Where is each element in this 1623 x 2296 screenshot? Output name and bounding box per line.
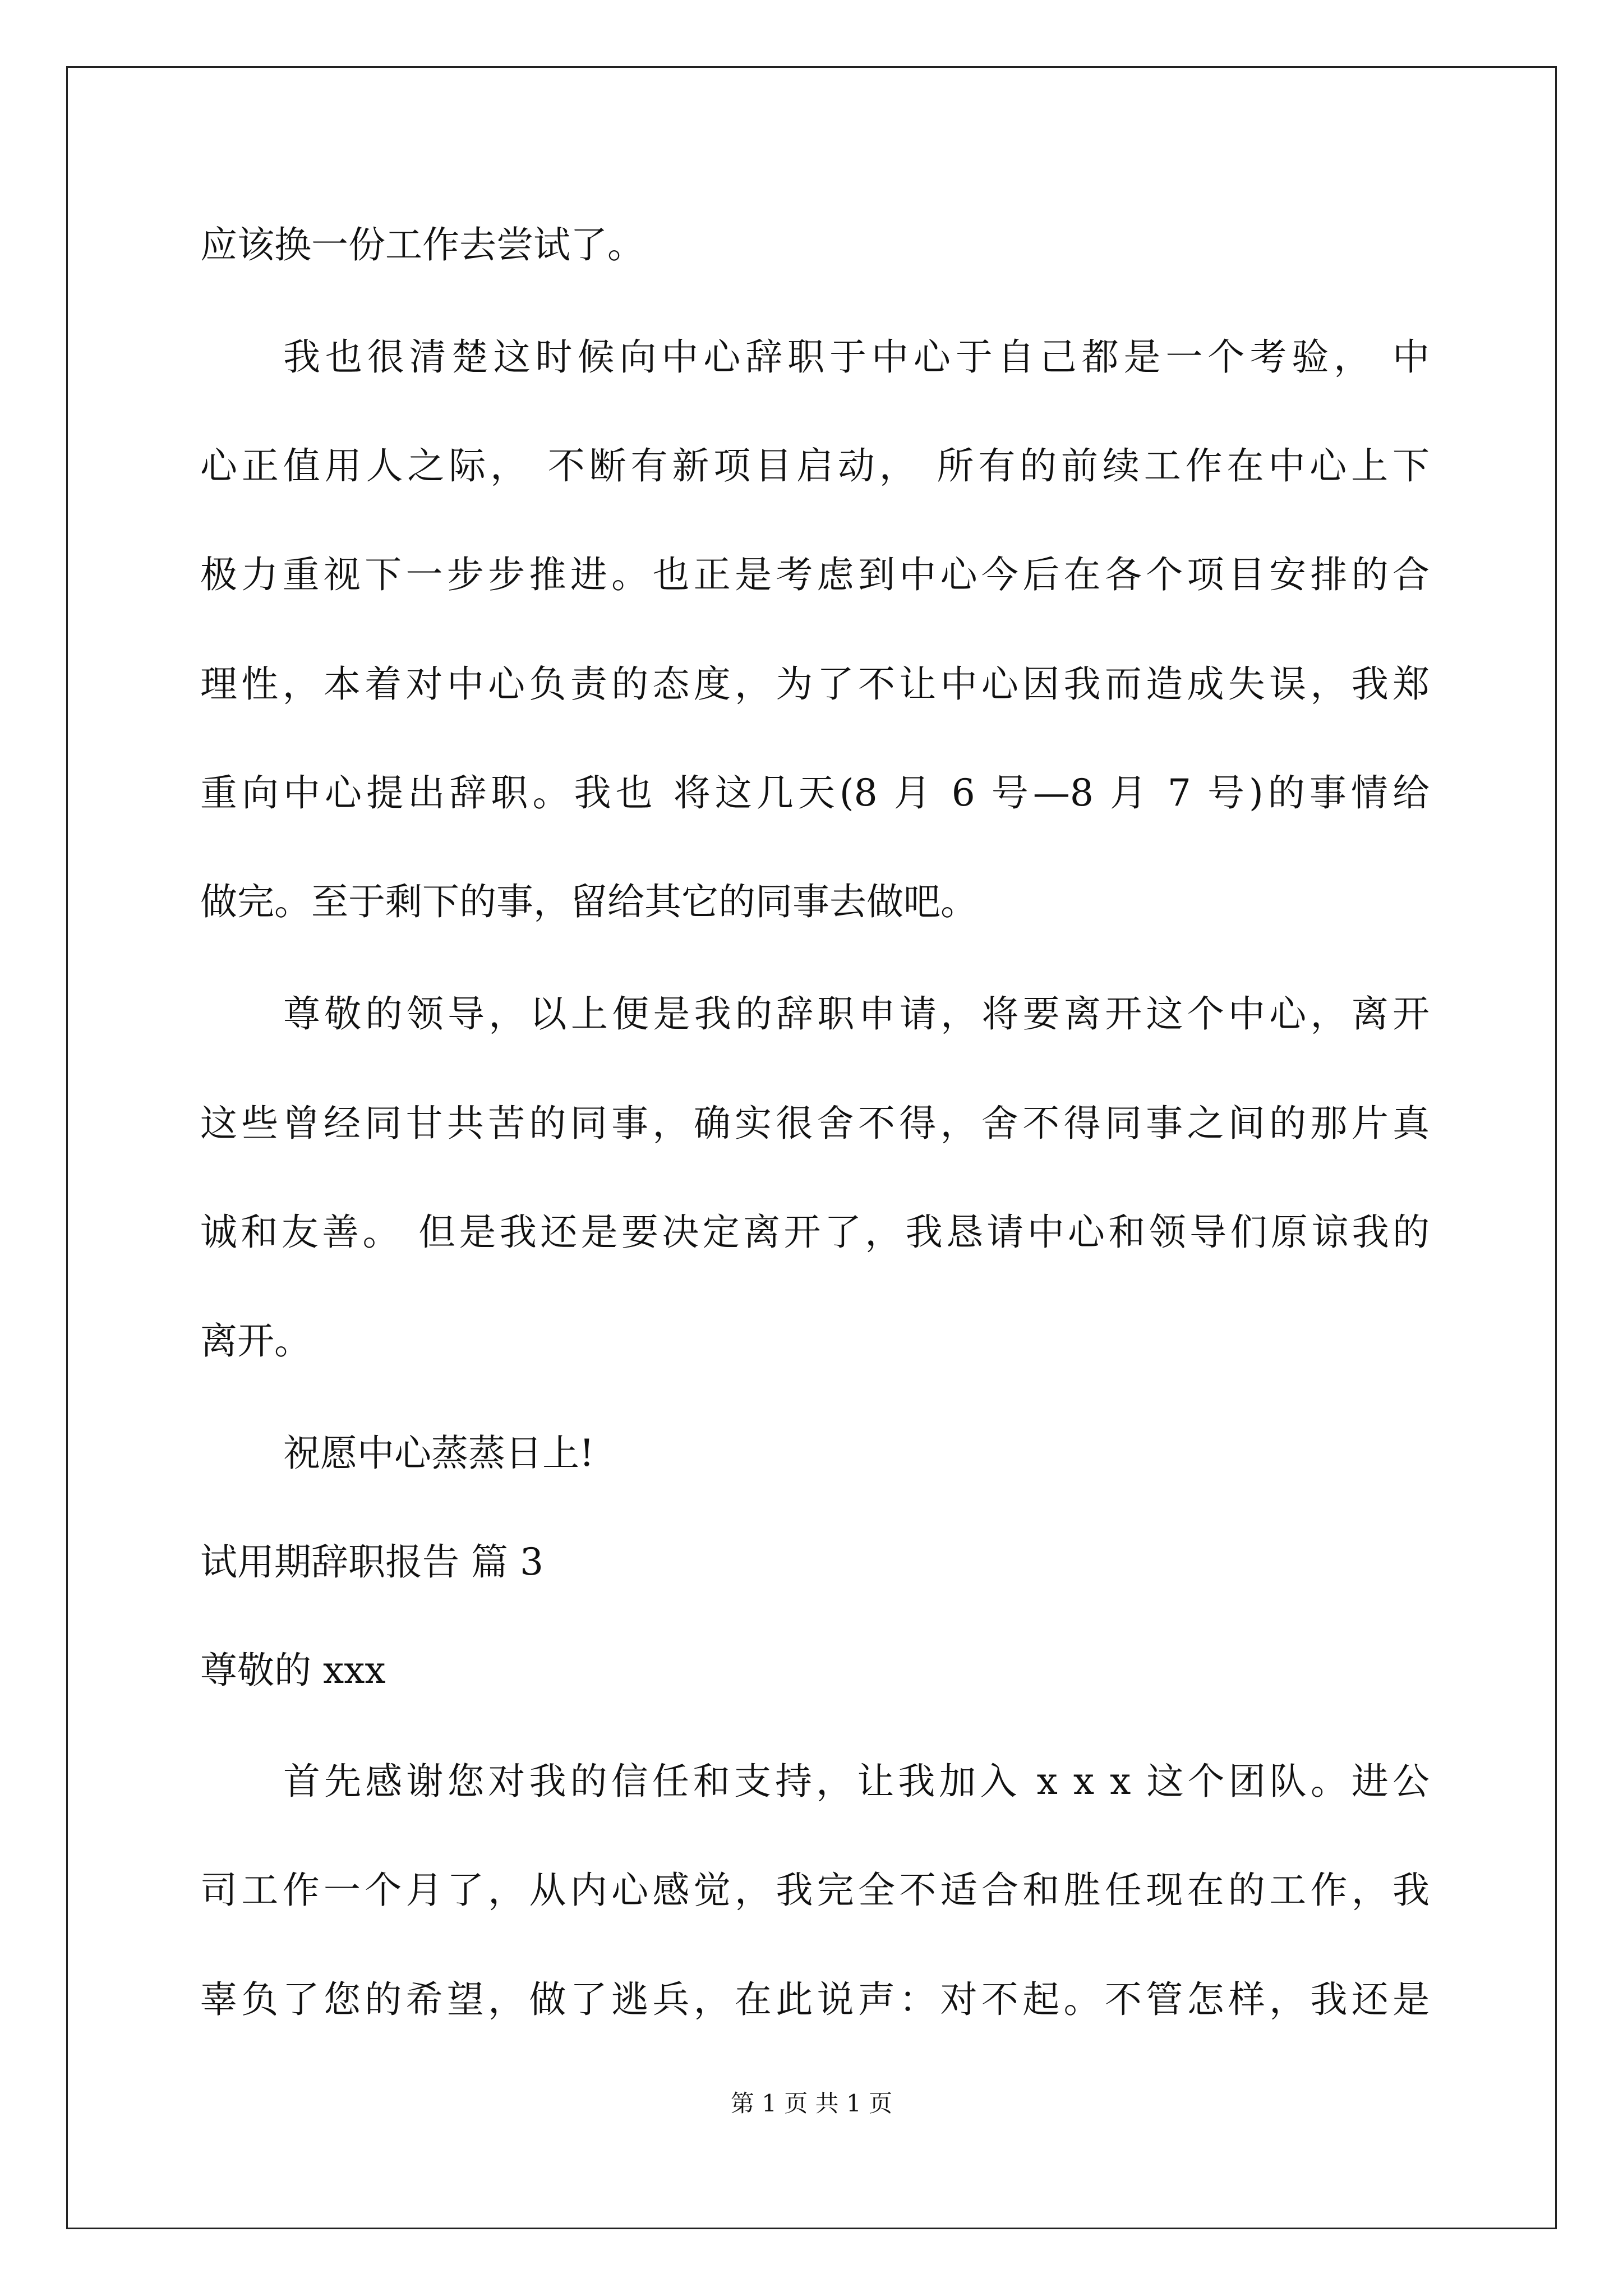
- paragraph-line: 司工作一个月了，从内心感觉，我完全不适合和胜任现在的工作，我: [200, 1869, 1430, 1912]
- paragraph-line: 极力重视下一步步推进。也正是考虑到中心今后在各个项目安排的合: [200, 553, 1430, 596]
- paragraph-line: 诚和友善。 但是我还是要决定离开了，我恳请中心和领导们原谅我的: [200, 1211, 1430, 1254]
- salutation: 尊敬的 xxx: [200, 1649, 386, 1692]
- section-heading: 试用期辞职报告 篇 3: [200, 1540, 543, 1584]
- paragraph-line: 应该换一份工作去尝试了。: [200, 223, 644, 266]
- paragraph-line: 辜负了您的希望，做了逃兵，在此说声：对不起。不管怎样，我还是: [200, 1978, 1430, 2021]
- page-footer: 第 1 页 共 1 页: [730, 2090, 893, 2117]
- paragraph-line: 尊敬的领导，以上便是我的辞职申请，将要离开这个中心，离开: [283, 992, 1430, 1036]
- paragraph-line: 这些曾经同甘共苦的同事，确实很舍不得，舍不得同事之间的那片真: [200, 1102, 1430, 1145]
- paragraph-line: 理性，本着对中心负责的态度，为了不让中心因我而造成失误，我郑: [200, 662, 1430, 706]
- closing-wish: 祝愿中心蒸蒸日上!: [283, 1432, 594, 1475]
- paragraph-line: 心正值用人之际， 不断有新项目启动， 所有的前续工作在中心上下: [200, 444, 1430, 487]
- paragraph-line: 做完。至于剩下的事，留给其它的同事去做吧。: [200, 880, 978, 923]
- paragraph-line: 首先感谢您对我的信任和支持，让我加入 x x x 这个团队。进公: [283, 1760, 1430, 1803]
- paragraph-line: 重向中心提出辞职。我也 将这几天(8 月 6 号—8 月 7 号)的事情给: [200, 771, 1430, 815]
- paragraph-line: 离开。: [200, 1319, 311, 1363]
- paragraph-line: 我也很清楚这时候向中心辞职于中心于自己都是一个考验， 中: [283, 335, 1430, 379]
